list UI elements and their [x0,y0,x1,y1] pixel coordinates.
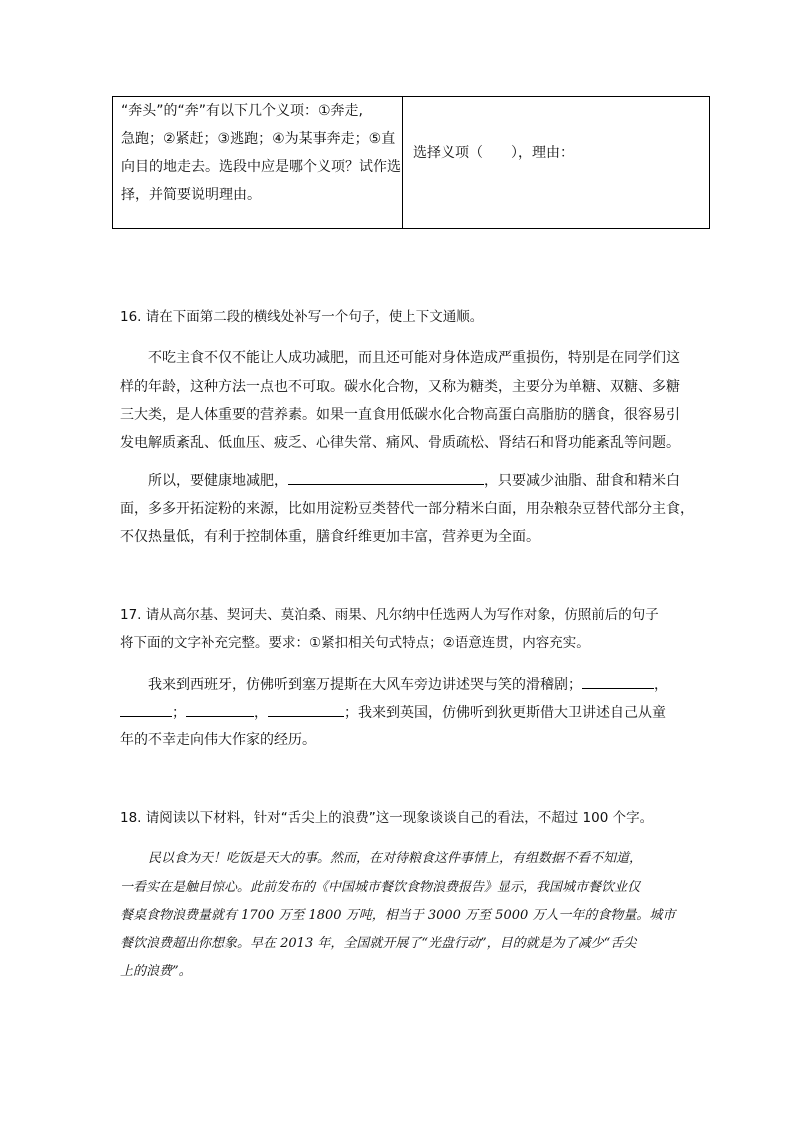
table-text-line: “奔头”的“奔”有以下几个义项：①奔走, [121,103,364,119]
material-line: 上的浪费”。 [120,964,192,979]
semicolon: ； [172,705,186,721]
paragraph-line: 样的年龄，这种方法一点也不可取。碳水化合物，又称为糖类，主要分为单糖、双糖、多糖 [120,379,680,395]
question-16: 16. 请在下面第二段的横线处补写一个句子，使上下文通顺。 [120,309,484,325]
material-line: 餐桌食物浪费量就有 1700 万至 1800 万吨，相当于 3000 万至 5000 万人一年的食物量。城市 [120,908,676,923]
question-18: 18. 请阅读以下材料，针对“舌尖上的浪费”这一现象谈谈自己的看法，不超过 100 个字。 [120,810,654,826]
table-text-line: 择，并简要说明理由。 [121,187,261,203]
fill-in-blank[interactable] [582,674,654,689]
paragraph-line: 面，多多开拓淀粉的来源，比如用淀粉豆类替代一部分精米白面，用杂粮杂豆替代部分主食， [120,501,694,517]
table-cell-question [113,97,403,228]
fill-in-blank[interactable] [288,470,484,485]
material-line: 一看实在是触目惊心。此前发布的《中国城市餐饮食物浪费报告》显示，我国城市餐饮业仅 [120,880,641,895]
material-line: 餐饮浪费超出你想象。早在 2013 年，全国就开展了“光盘行动”，目的就是为了减少“舌尖 [120,936,637,951]
table-text-line: 向目的地走去。选段中应是哪个义项？试作选 [121,159,401,175]
paragraph-end: ；我来到英国，仿佛听到狄更斯借大卫讲述自己从童 [344,705,666,721]
question-17-line: 17. 请从高尔基、契诃夫、莫泊桑、雨果、凡尔纳中任选两人为写作对象，仿照前后的句子 [120,607,659,623]
paragraph-line: 三大类，是人体重要的营养素。如果一直食用低碳水化合物高蛋白高脂肪的膳食，很容易引 [120,407,680,423]
paragraph-line-with-blank [148,674,668,695]
paragraph-start: 所以，要健康地减肥， [148,473,288,489]
comma: ， [254,705,268,721]
paragraph-line: 不仅热量低，有利于控制体重，膳食纤维更加丰富，营养更为全面。 [120,529,540,545]
comma: ， [654,677,668,693]
fill-in-blank[interactable] [120,702,172,717]
question-table [112,96,710,229]
answer-prompt: 选择义项（ ），理由： [413,145,574,161]
paragraph-line: 发电解质紊乱、低血压、疲乏、心律失常、痛风、骨质疏松、肾结石和肾功能紊乱等问题。 [120,435,680,451]
fill-in-blank[interactable] [268,702,344,717]
paragraph-line: 不吃主食不仅不能让人成功减肥，而且还可能对身体造成严重损伤，特别是在同学们这 [148,350,680,366]
paragraph-line: 年的不幸走向伟大作家的经历。 [120,732,316,748]
material-line: 民以食为天！吃饭是天大的事。然而，在对待粮食这件事情上，有组数据不看不知道， [148,851,643,866]
paragraph-start: 我来到西班牙，仿佛听到塞万提斯在大风车旁边讲述哭与笑的滑稽剧； [148,677,582,693]
paragraph-line-with-blank [120,702,666,723]
table-text-line: 急跑；②紧赶；③逃跑；④为某事奔走；⑤直 [121,131,396,147]
paragraph-line-with-blank [148,470,680,491]
paragraph-end: ，只要减少油脂、甜食和精米白 [484,473,680,489]
table-cell-answer[interactable] [403,97,709,228]
fill-in-blank[interactable] [186,702,254,717]
question-17-line: 将下面的文字补充完整。要求：①紧扣相关句式特点；②语意连贯，内容充实。 [120,635,590,651]
